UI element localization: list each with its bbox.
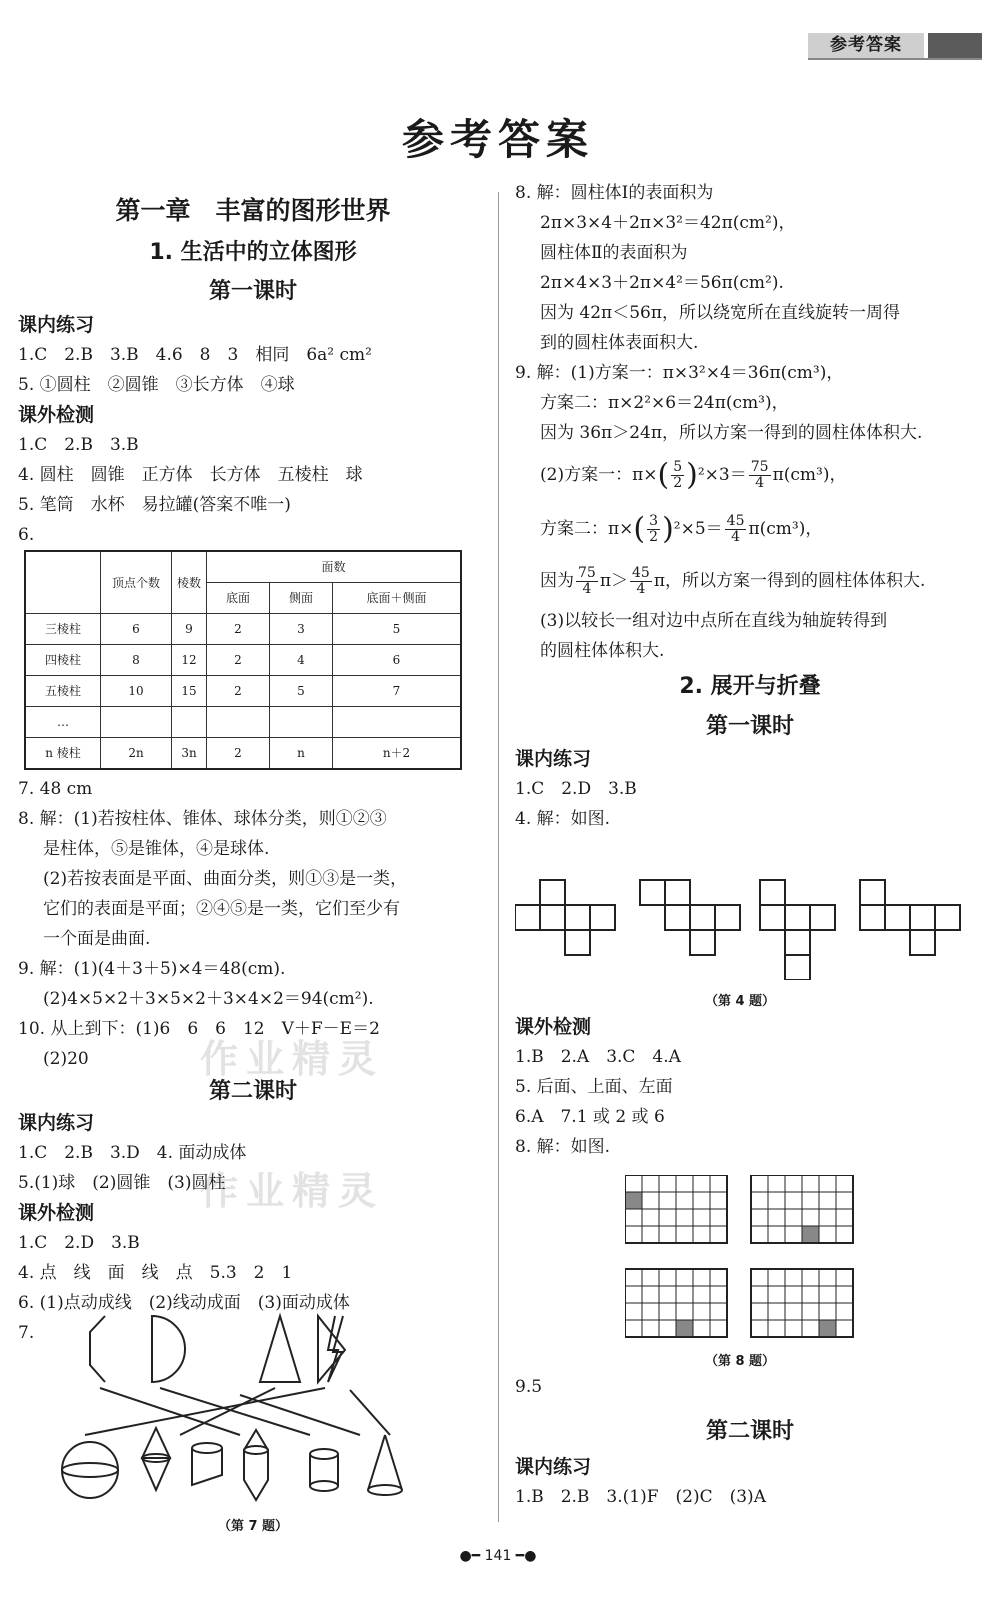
table-cell: 6 — [101, 614, 172, 645]
answer-line: 的圆柱体体积大. — [540, 641, 665, 661]
grid-cell — [785, 1303, 802, 1320]
denominator: 4 — [731, 529, 741, 545]
table-cell — [172, 707, 207, 738]
answer-line-fraction — [515, 556, 985, 606]
table-header: 顶点个数 — [101, 551, 172, 614]
spindle-solid — [244, 1430, 268, 1500]
table-row — [25, 614, 461, 645]
numerator: 75 — [750, 459, 769, 475]
table-header: 侧面 — [270, 583, 333, 614]
grid-cell — [710, 1286, 727, 1303]
answer-line: 到的圆柱体表面积大. — [540, 333, 699, 353]
grid-cell — [710, 1192, 727, 1209]
grid-cell — [751, 1175, 768, 1192]
lesson-title: 第一课时 — [208, 278, 297, 304]
answer-line: 6.A 7.1 或 2 或 6 — [515, 1107, 665, 1127]
denominator: 2 — [649, 529, 659, 545]
semicircle-shape — [152, 1316, 185, 1382]
shaded-cell — [819, 1320, 836, 1337]
grid-cell — [836, 1320, 853, 1337]
grid-cell — [659, 1286, 676, 1303]
grid-cell — [659, 1192, 676, 1209]
grid-cell — [819, 1175, 836, 1192]
answer-line: (2)20 — [43, 1049, 89, 1069]
section-label: 课外检测 — [18, 1202, 95, 1224]
table-cell: 3 — [270, 614, 333, 645]
table-cell: n — [270, 738, 333, 770]
grid-cell — [751, 1303, 768, 1320]
cube-net-1 — [515, 880, 615, 955]
answer-line: 圆柱体Ⅱ的表面积为 — [540, 243, 688, 263]
lesson-title: 第二课时 — [208, 1078, 297, 1104]
table-header: 面数 — [207, 551, 462, 583]
answer-line: 1.C 2.B 3.D 4. 面动成体 — [18, 1143, 247, 1163]
answer-line: 1.C 2.D 3.B — [18, 1233, 140, 1253]
answer-line: 6. — [18, 525, 35, 545]
grid-cell — [802, 1303, 819, 1320]
answer-line: 7. — [18, 1323, 35, 1343]
grid-cell — [751, 1209, 768, 1226]
answer-line: 1.C 2.B 3.B — [18, 435, 139, 455]
grid-cell — [625, 1209, 642, 1226]
denominator: 4 — [755, 475, 765, 491]
grid-cell — [642, 1303, 659, 1320]
table-cell: 2n — [101, 738, 172, 770]
table-cell: 12 — [172, 645, 207, 676]
grid-cell — [693, 1226, 710, 1243]
table-cell: 5 — [333, 614, 462, 645]
answer-line: 9.5 — [515, 1377, 543, 1397]
grid-cell — [642, 1192, 659, 1209]
grid-cell — [836, 1209, 853, 1226]
grid-cell — [693, 1320, 710, 1337]
grid-cell — [819, 1209, 836, 1226]
answer-line: (2)若按表面是平面、曲面分类，则①③是一类， — [43, 869, 408, 889]
lightning-shape — [328, 1316, 343, 1382]
fraction — [630, 566, 652, 597]
watermark-2: 作业精灵 — [200, 1169, 385, 1213]
table-row — [25, 707, 461, 738]
grid-cell — [693, 1209, 710, 1226]
watermark-1: 作业精灵 — [200, 1037, 385, 1081]
text: ²×3＝ — [697, 465, 747, 485]
header-tab: 参考答案 — [808, 33, 924, 58]
table-cell: 8 — [101, 645, 172, 676]
table-cell: 2 — [207, 738, 270, 770]
table-cell: 9 — [172, 614, 207, 645]
page-number: ●━ 141 ━● — [459, 1548, 537, 1564]
table-cell: 4 — [270, 645, 333, 676]
text: ²×5＝ — [673, 519, 723, 539]
grid-cell — [659, 1269, 676, 1286]
answer-line: 它们的表面是平面；②④⑤是一类，它们至少有 — [43, 899, 400, 919]
section-label: 课内练习 — [18, 314, 95, 336]
table-row — [25, 738, 461, 770]
table-header: 底面 — [207, 583, 270, 614]
lesson-title: 第一课时 — [705, 713, 794, 739]
cube-net-2 — [640, 880, 740, 955]
answer-line: 5.(1)球 (2)圆锥 (3)圆柱 — [18, 1173, 226, 1193]
table-cell: 三棱柱 — [25, 614, 101, 645]
grid-cell — [785, 1209, 802, 1226]
table-cell: 2 — [207, 614, 270, 645]
answer-line: 1.C 2.B 3.B 4.6 8 3 相同 6a² cm² — [18, 345, 372, 365]
answer-line: 4. 解：如图. — [515, 809, 611, 829]
cone-solid — [368, 1435, 402, 1490]
table-cell — [101, 707, 172, 738]
table-cell — [270, 707, 333, 738]
numerator: 45 — [726, 513, 745, 529]
grid-cell — [693, 1175, 710, 1192]
table-cell: n 棱柱 — [25, 738, 101, 770]
grid-cell — [785, 1320, 802, 1337]
table-cell: 五棱柱 — [25, 676, 101, 707]
table-cell — [207, 707, 270, 738]
table-cell: 5 — [270, 676, 333, 707]
text: 因为 — [540, 571, 574, 591]
triangle-shape — [260, 1316, 300, 1382]
grid-cell — [836, 1175, 853, 1192]
grid-cell — [642, 1209, 659, 1226]
grid-cell — [625, 1175, 642, 1192]
grid-cell — [642, 1320, 659, 1337]
left-column — [18, 192, 488, 1348]
grid-cell — [819, 1269, 836, 1286]
answer-line: 1.C 2.D 3.B — [515, 779, 637, 799]
grid-cell — [751, 1286, 768, 1303]
grid-cell — [693, 1192, 710, 1209]
answer-line: 9. 解：(1)方案一：π×3²×4＝36π(cm³)， — [515, 363, 844, 383]
column-divider — [498, 192, 499, 1522]
sphere-solid — [62, 1442, 118, 1498]
answer-line-fraction: 方案二：π×( $\frac{3}{2}$ )²×5＝ $\frac{45}{4}$ π(cm³)， — [540, 511, 823, 547]
shaded-cell — [625, 1192, 642, 1209]
text: (2)方案一：π× — [540, 465, 658, 485]
grid-4 — [751, 1269, 853, 1337]
answer-line: 2π×4×3＋2π×4²＝56π(cm²). — [540, 273, 784, 293]
fraction — [725, 514, 747, 545]
double-cone-solid — [142, 1428, 170, 1490]
grid-cell — [802, 1209, 819, 1226]
table-cell: 10 — [101, 676, 172, 707]
grid-cell — [693, 1286, 710, 1303]
text: π(cm³)， — [772, 465, 847, 485]
grid-cell — [836, 1269, 853, 1286]
table-cell: 7 — [333, 676, 462, 707]
right-column-bottom — [515, 1372, 985, 1512]
figure-4-caption: （第 4 题） — [704, 994, 776, 1009]
answer-line: 5. 笔筒 水杯 易拉罐(答案不唯一) — [18, 495, 291, 515]
answer-line: 10. 从上到下：(1)6 6 6 12 V＋F－E＝2 — [18, 1019, 380, 1039]
answer-line: 5. 后面、上面、左面 — [515, 1077, 673, 1097]
answer-line: 4. 圆柱 圆锥 正方体 长方体 五棱柱 球 — [18, 465, 363, 485]
grid-cell — [836, 1192, 853, 1209]
grid-cell — [676, 1269, 693, 1286]
denominator: 2 — [673, 475, 683, 491]
table-cell: 15 — [172, 676, 207, 707]
header-bar — [928, 33, 982, 58]
section-title: 2. 展开与折叠 — [679, 674, 821, 699]
grid-cell — [625, 1286, 642, 1303]
grid-cell — [625, 1303, 642, 1320]
grid-cell — [819, 1303, 836, 1320]
figure-4-cube-nets — [515, 875, 965, 980]
grid-cell — [710, 1209, 727, 1226]
section-label: 课外检测 — [18, 404, 95, 426]
grid-cell — [625, 1226, 642, 1243]
grid-cell — [676, 1303, 693, 1320]
section-title: 1. 生活中的立体图形 — [149, 240, 357, 265]
header-rule — [808, 58, 982, 60]
grid-cell — [785, 1192, 802, 1209]
figure-7-matching-diagram — [60, 1310, 420, 1510]
section-label: 课外检测 — [515, 1016, 592, 1038]
grid-cell — [676, 1209, 693, 1226]
grid-2 — [751, 1175, 853, 1243]
trapezoid-half-shape — [90, 1316, 105, 1382]
table-row — [25, 645, 461, 676]
numerator: 5 — [673, 459, 683, 475]
table-cell: n＋2 — [333, 738, 462, 770]
answer-line: 5. ①圆柱 ②圆锥 ③长方体 ④球 — [18, 375, 295, 395]
grid-cell — [751, 1192, 768, 1209]
table-cell — [333, 707, 462, 738]
prism-table — [24, 550, 462, 770]
figure-8-grids — [625, 1175, 857, 1343]
right-column — [515, 178, 985, 834]
right-column-lower — [515, 1012, 985, 1162]
answer-line: 1.B 2.A 3.C 4.A — [515, 1047, 681, 1067]
fraction — [647, 514, 660, 545]
grid-cell — [693, 1269, 710, 1286]
answer-line: (2)4×5×2＋3×5×2＋3×4×2＝94(cm²). — [43, 989, 374, 1009]
answer-line: 8. 解：如图. — [515, 1137, 611, 1157]
answer-line: 4. 点 线 面 线 点 5.3 2 1 — [18, 1263, 293, 1283]
grid-cell — [768, 1286, 785, 1303]
table-row — [25, 676, 461, 707]
grid-cell — [659, 1303, 676, 1320]
chapter-title: 第一章 丰富的图形世界 — [115, 196, 391, 225]
grid-cell — [785, 1269, 802, 1286]
grid-cell — [659, 1209, 676, 1226]
grid-cell — [710, 1226, 727, 1243]
page-title: 参考答案 — [401, 115, 594, 164]
grid-cell — [768, 1175, 785, 1192]
cube-net-3 — [760, 880, 835, 980]
grid-cell — [768, 1303, 785, 1320]
grid-1 — [625, 1175, 727, 1243]
grid-cell — [768, 1192, 785, 1209]
grid-cell — [642, 1175, 659, 1192]
page-number-text: 141 — [484, 1548, 512, 1564]
grid-cell — [836, 1226, 853, 1243]
grid-cell — [693, 1303, 710, 1320]
section-label: 课内练习 — [18, 1112, 95, 1134]
text: π(cm³)， — [748, 519, 823, 539]
grid-cell — [751, 1320, 768, 1337]
grid-cell — [710, 1320, 727, 1337]
grid-cell — [625, 1269, 642, 1286]
grid-cell — [659, 1226, 676, 1243]
table-cell: 四棱柱 — [25, 645, 101, 676]
grid-cell — [802, 1320, 819, 1337]
grid-cell — [819, 1226, 836, 1243]
answer-line: 是柱体，⑤是锥体，④是球体. — [43, 839, 270, 859]
table-cell: 6 — [333, 645, 462, 676]
grid-cell — [659, 1320, 676, 1337]
table-header: 底面＋侧面 — [333, 583, 462, 614]
grid-cell — [676, 1192, 693, 1209]
grid-cell — [676, 1226, 693, 1243]
grid-cell — [768, 1269, 785, 1286]
figure-8-caption: （第 8 题） — [704, 1354, 776, 1369]
grid-cell — [802, 1286, 819, 1303]
numerator: 45 — [632, 565, 650, 581]
text: π，所以方案一得到的圆柱体体积大. — [653, 571, 926, 591]
table-cell: 3n — [172, 738, 207, 770]
shaded-cell — [802, 1226, 819, 1243]
numerator: 3 — [649, 513, 659, 529]
grid-cell — [642, 1226, 659, 1243]
grid-cell — [802, 1192, 819, 1209]
grid-cell — [710, 1175, 727, 1192]
grid-cell — [768, 1226, 785, 1243]
grid-cell — [802, 1269, 819, 1286]
grid-cell — [768, 1209, 785, 1226]
answer-line: 因为 36π＞24π，所以方案一得到的圆柱体体积大. — [540, 423, 923, 443]
grid-cell — [785, 1226, 802, 1243]
grid-cell — [836, 1303, 853, 1320]
denominator: 4 — [636, 581, 646, 597]
grid-cell — [751, 1269, 768, 1286]
numerator: 75 — [578, 565, 596, 581]
answer-line: (3)以较长一组对边中点所在直线为轴旋转得到 — [540, 611, 888, 631]
grid-3 — [625, 1269, 727, 1337]
grid-cell — [768, 1320, 785, 1337]
grid-cell — [642, 1286, 659, 1303]
section-label: 课内练习 — [515, 748, 592, 770]
answer-line-fraction: (2)方案一：π×( $\frac{5}{2}$ )²×3＝ $\frac{75}{4}$ π(cm³)， — [540, 457, 847, 493]
grid-cell — [676, 1175, 693, 1192]
grid-cell — [659, 1175, 676, 1192]
denominator: 4 — [582, 581, 592, 597]
grid-cell — [819, 1192, 836, 1209]
text: 方案二：π× — [540, 519, 634, 539]
table-header: 棱数 — [172, 551, 207, 614]
section-label: 课内练习 — [515, 1456, 592, 1478]
answer-line: 8. 解：圆柱体Ⅰ的表面积为 — [515, 183, 714, 203]
table-cell: … — [25, 707, 101, 738]
fraction — [671, 460, 684, 491]
cube-net-4 — [860, 880, 960, 955]
grid-cell — [802, 1175, 819, 1192]
grid-cell — [785, 1175, 802, 1192]
answer-line: 2π×3×4＋2π×3²＝42π(cm²)， — [540, 213, 796, 233]
grid-cell — [785, 1286, 802, 1303]
grid-cell — [836, 1286, 853, 1303]
answer-line: 1.B 2.B 3.(1)F (2)C (3)A — [515, 1487, 766, 1507]
answer-line: 7. 48 cm — [18, 779, 93, 799]
lesson-title: 第二课时 — [705, 1418, 794, 1444]
fraction — [576, 566, 598, 597]
fraction — [749, 460, 771, 491]
answer-line: 方案二：π×2²×6＝24π(cm³)， — [540, 393, 789, 413]
table-cell: 2 — [207, 645, 270, 676]
answer-line: 6. (1)点动成线 (2)线动成面 (3)面动成体 — [18, 1293, 350, 1313]
answer-line: 因为 42π＜56π，所以绕宽所在直线旋转一周得 — [540, 303, 901, 323]
grid-cell — [751, 1226, 768, 1243]
grid-cell — [676, 1286, 693, 1303]
grid-cell — [710, 1303, 727, 1320]
answer-line: 一个面是曲面. — [43, 929, 151, 949]
figure-7-caption: （第 7 题） — [217, 1519, 289, 1534]
grid-cell — [642, 1269, 659, 1286]
text: π＞ — [599, 571, 629, 591]
table-cell: 2 — [207, 676, 270, 707]
shaded-cell — [676, 1320, 693, 1337]
answer-line: 8. 解：(1)若按柱体、锥体、球体分类，则①②③ — [18, 809, 387, 829]
grid-cell — [819, 1286, 836, 1303]
answer-line: 9. 解：(1)(4＋3＋5)×4＝48(cm). — [18, 959, 286, 979]
grid-cell — [710, 1269, 727, 1286]
grid-cell — [625, 1320, 642, 1337]
